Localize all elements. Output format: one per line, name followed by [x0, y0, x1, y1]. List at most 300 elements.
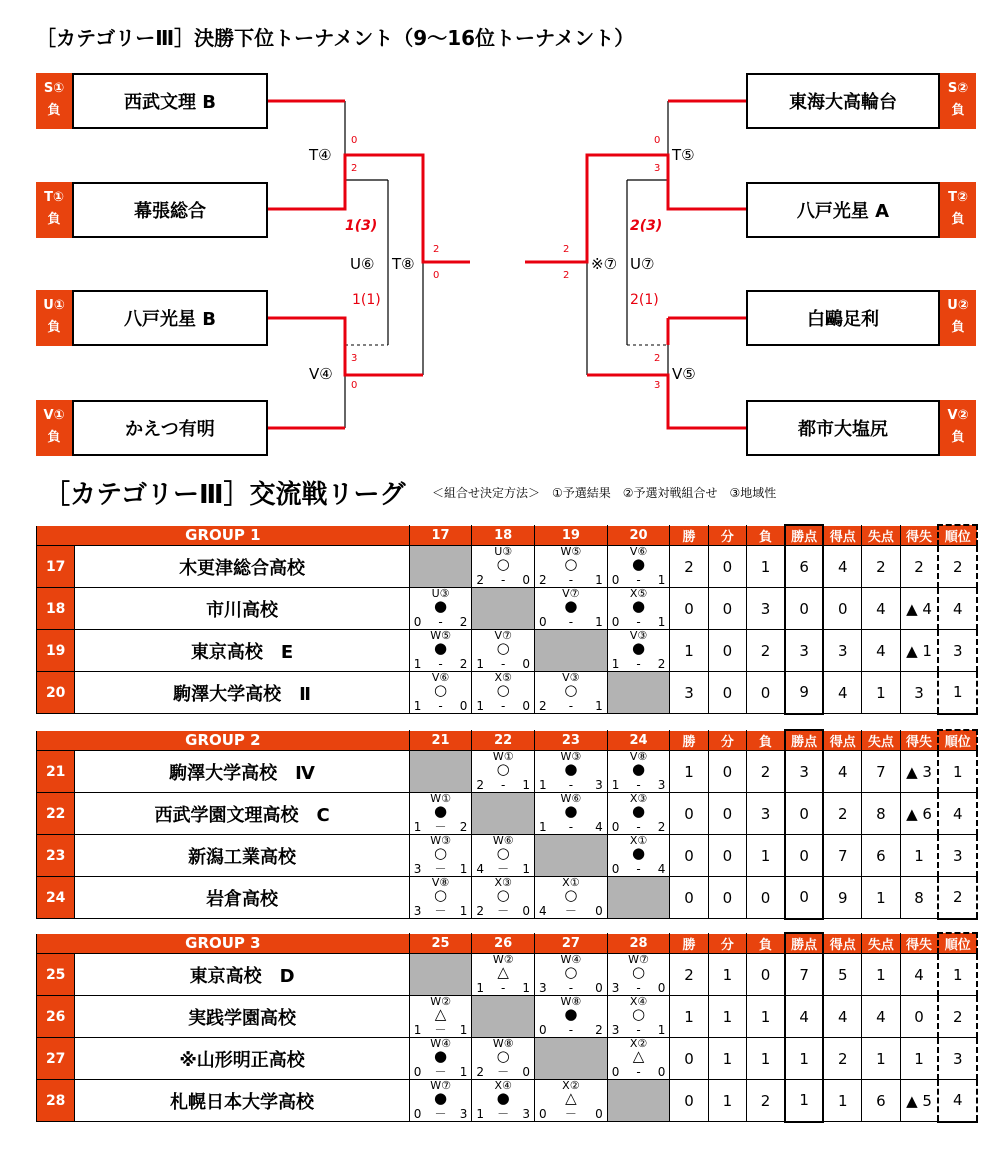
stat-value: 4: [938, 1080, 977, 1122]
stat-value: ▲ 3: [900, 751, 938, 793]
score-left: 2: [476, 778, 485, 792]
stat-value: ▲ 5: [900, 1080, 938, 1122]
match-result-cell: [607, 546, 670, 588]
stat-value: 2: [823, 793, 861, 835]
score-left: 1: [476, 981, 485, 995]
match-code: W⑥: [492, 834, 514, 847]
score-left: 1: [413, 657, 422, 671]
score: 2: [563, 270, 570, 281]
result-mark: ●: [564, 802, 578, 820]
column-header: 18: [472, 525, 535, 546]
match-result-cell: [472, 672, 535, 714]
stat-value: 3: [823, 630, 861, 672]
score-right: 1: [522, 862, 530, 876]
match-result-cell: [607, 630, 670, 672]
stat-header: 分: [708, 730, 746, 751]
match-result-cell: [535, 1080, 608, 1122]
stat-value: 7: [785, 954, 823, 996]
score-right: 0: [595, 981, 603, 995]
stat-value: 1: [900, 835, 938, 877]
stat-value: 1: [747, 546, 785, 588]
league-title: ［カテゴリーⅢ］交流戦リーグ: [44, 480, 406, 510]
self-match-cell: [409, 954, 472, 996]
result-mark: △: [497, 963, 509, 981]
stat-header: 勝: [670, 525, 708, 546]
match-result-cell: [607, 793, 670, 835]
stat-value: 4: [823, 751, 861, 793]
stat-value: 3: [938, 835, 977, 877]
score: 0: [351, 135, 358, 146]
result-mark: ○: [564, 681, 578, 699]
match-mark: U⑥: [350, 255, 375, 273]
stat-value: 1: [670, 751, 708, 793]
column-header: 19: [535, 525, 608, 546]
match-code: V⑥: [431, 671, 450, 684]
result-mark: ○: [564, 555, 578, 573]
result-mark: ○: [496, 886, 510, 904]
match-code: X①: [562, 876, 580, 889]
score-dash: -: [501, 573, 506, 587]
team-number: 19: [37, 630, 75, 672]
score-dash: －: [434, 820, 447, 834]
team-name: 東京高校 D: [75, 954, 409, 996]
pk-score: 1(1): [352, 292, 381, 308]
stat-value: 0: [670, 877, 708, 919]
result-mark: ●: [631, 844, 646, 862]
result-mark: ○: [496, 555, 510, 573]
match-result-cell: [607, 954, 670, 996]
match-code: W⑧: [560, 995, 582, 1008]
group-name: GROUP 3: [37, 933, 410, 954]
table-row: [37, 672, 978, 714]
stat-header: 負: [747, 730, 785, 751]
self-match-cell: [607, 1080, 670, 1122]
table-row: [37, 751, 978, 793]
score: 0: [433, 270, 440, 281]
score-dash: -: [636, 862, 641, 876]
self-match-cell: [535, 835, 608, 877]
stat-value: 8: [900, 877, 938, 919]
match-result-cell: [535, 751, 608, 793]
stat-value: 0: [747, 954, 785, 996]
result-mark: ●: [631, 639, 646, 657]
stat-value: 1: [747, 835, 785, 877]
stat-value: 4: [938, 588, 977, 630]
score-dash: －: [434, 904, 447, 918]
stat-value: 0: [747, 672, 785, 714]
stat-value: 4: [900, 954, 938, 996]
score-dash: -: [636, 573, 641, 587]
result-mark: ●: [434, 639, 448, 657]
score-left: 1: [413, 1023, 422, 1037]
stat-value: 7: [823, 835, 861, 877]
stat-header: 分: [708, 933, 746, 954]
score-dash: -: [438, 699, 443, 713]
group-table: [36, 932, 978, 1123]
match-result-cell: [607, 835, 670, 877]
stat-value: 3: [938, 630, 977, 672]
stat-value: 0: [708, 630, 746, 672]
result-mark: △: [434, 1005, 447, 1023]
match-code: V⑥: [629, 545, 648, 558]
score-left: 0: [611, 615, 620, 629]
match-code: U③: [494, 545, 513, 558]
match-result-cell: [472, 630, 535, 672]
score-right: 2: [657, 820, 666, 834]
stat-value: 0: [708, 793, 746, 835]
score: 2: [433, 244, 440, 255]
score-dash: -: [438, 615, 443, 629]
score: 0: [654, 135, 661, 146]
match-result-cell: [409, 793, 472, 835]
table-row: [37, 1038, 978, 1080]
match-result-cell: [409, 1038, 472, 1080]
team-name: 駒澤大学高校 Ⅳ: [75, 751, 409, 793]
score-right: 2: [595, 1023, 603, 1037]
score-right: 0: [657, 981, 666, 995]
score: 2: [351, 163, 358, 174]
result-mark: ●: [631, 597, 646, 615]
result-mark: ●: [434, 1089, 448, 1107]
match-result-cell: [409, 877, 472, 919]
score-dash: -: [636, 778, 641, 792]
stat-header: 得失: [900, 730, 938, 751]
pk-score: 2(1): [630, 292, 659, 308]
stat-value: 1: [708, 954, 746, 996]
match-result-cell: [607, 751, 670, 793]
table-row: [37, 630, 978, 672]
result-mark: ○: [434, 681, 448, 699]
seed-label: S① 負: [36, 73, 72, 129]
stat-value: 0: [785, 588, 823, 630]
score-left: 2: [539, 573, 547, 587]
stat-value: 3: [670, 672, 708, 714]
score-right: 3: [459, 1107, 468, 1121]
match-mark: V⑤: [672, 365, 696, 383]
score-right: 0: [459, 699, 468, 713]
score-left: 1: [476, 1107, 485, 1121]
stat-value: 2: [747, 630, 785, 672]
score-dash: -: [568, 1023, 574, 1037]
stat-value: 0: [785, 835, 823, 877]
match-code: X③: [494, 876, 512, 889]
stat-value: 3: [747, 793, 785, 835]
match-result-cell: [472, 546, 535, 588]
stat-value: 1: [708, 1080, 746, 1122]
score-right: 1: [595, 615, 603, 629]
match-code: W①: [430, 792, 451, 805]
match-result-cell: [607, 1038, 670, 1080]
score-dash: －: [497, 862, 510, 876]
group-table: [36, 524, 978, 715]
score-right: 0: [522, 573, 530, 587]
stat-value: 2: [823, 1038, 861, 1080]
stat-value: 4: [862, 630, 900, 672]
column-header: 28: [607, 933, 670, 954]
score-left: 0: [539, 1023, 547, 1037]
score-right: 1: [522, 981, 530, 995]
column-header: 23: [535, 730, 608, 751]
result-mark: △: [632, 1047, 645, 1065]
team-box: 西武文理 B: [72, 73, 268, 129]
column-header: 24: [607, 730, 670, 751]
stat-header: 失点: [862, 933, 900, 954]
stat-header: 失点: [862, 730, 900, 751]
team-name: 東京高校 E: [75, 630, 409, 672]
result-mark: ○: [434, 886, 448, 904]
score-right: 3: [595, 778, 603, 792]
score-left: 4: [539, 904, 547, 918]
result-mark: ●: [564, 1005, 578, 1023]
score-left: 2: [476, 573, 485, 587]
score: 2: [563, 244, 570, 255]
seed-label: U② 負: [940, 290, 976, 346]
match-code: X②: [629, 1037, 648, 1050]
match-result-cell: [535, 877, 608, 919]
score: 3: [351, 353, 358, 364]
match-code: X②: [562, 1079, 580, 1092]
stat-header: 負: [747, 933, 785, 954]
match-code: W⑤: [430, 629, 451, 642]
tournament-title: ［カテゴリーⅢ］決勝下位トーナメント（9～16位トーナメント）: [36, 26, 635, 50]
score-dash: -: [568, 699, 574, 713]
group-table: [36, 729, 978, 920]
stat-value: 2: [670, 954, 708, 996]
stat-value: 2: [747, 1080, 785, 1122]
score-dash: -: [501, 778, 506, 792]
stat-value: ▲ 1: [900, 630, 938, 672]
stat-value: ▲ 4: [900, 588, 938, 630]
score-dash: -: [636, 981, 641, 995]
result-mark: ●: [434, 597, 448, 615]
stat-value: 1: [708, 996, 746, 1038]
team-name: 札幌日本大学高校: [75, 1080, 409, 1122]
score-right: 3: [522, 1107, 530, 1121]
match-result-cell: [535, 954, 608, 996]
match-mark: U⑦: [630, 255, 655, 273]
score-right: 0: [522, 657, 530, 671]
stat-value: 6: [785, 546, 823, 588]
score-left: 3: [611, 1023, 620, 1037]
result-mark: ○: [496, 639, 510, 657]
self-match-cell: [409, 751, 472, 793]
team-name: 実践学園高校: [75, 996, 409, 1038]
stat-value: 1: [862, 954, 900, 996]
match-mark: V④: [309, 365, 333, 383]
score: 3: [654, 380, 661, 391]
team-number: 28: [37, 1080, 75, 1122]
stat-value: 2: [747, 751, 785, 793]
match-result-cell: [535, 996, 608, 1038]
self-match-cell: [535, 1038, 608, 1080]
table-row: [37, 877, 978, 919]
selection-note: ＜組合せ決定方法＞ ①予選結果 ②予選対戦組合せ ③地域性: [432, 486, 777, 500]
match-code: W④: [560, 953, 582, 966]
match-result-cell: [535, 546, 608, 588]
stat-value: 0: [785, 793, 823, 835]
table-row: [37, 996, 978, 1038]
match-code: V⑧: [629, 750, 648, 763]
stat-value: 7: [862, 751, 900, 793]
match-result-cell: [472, 835, 535, 877]
stat-value: 1: [823, 1080, 861, 1122]
score-right: 1: [595, 573, 603, 587]
score-left: 0: [611, 573, 620, 587]
score-dash: -: [568, 981, 574, 995]
score-left: 0: [611, 1065, 620, 1079]
stat-header: 勝点: [785, 730, 823, 751]
score-left: 1: [413, 699, 422, 713]
match-code: V⑧: [431, 876, 450, 889]
stat-value: 4: [938, 793, 977, 835]
result-mark: ●: [631, 760, 646, 778]
score-right: 0: [595, 1107, 603, 1121]
match-code: W③: [430, 834, 451, 847]
score-right: 0: [522, 1065, 530, 1079]
self-match-cell: [472, 588, 535, 630]
match-result-cell: [607, 996, 670, 1038]
team-box: 東海大高輪台: [746, 73, 940, 129]
team-number: 22: [37, 793, 75, 835]
score-dash: -: [501, 657, 506, 671]
score-left: 3: [539, 981, 547, 995]
score-right: 1: [459, 862, 468, 876]
stat-value: 0: [708, 835, 746, 877]
result-mark: ○: [434, 844, 448, 862]
match-code: W⑦: [430, 1079, 451, 1092]
result-mark: ○: [496, 844, 510, 862]
stat-value: 1: [938, 954, 977, 996]
stat-header: 得失: [900, 933, 938, 954]
score-dash: -: [636, 1023, 641, 1037]
stat-value: 1: [747, 1038, 785, 1080]
score-right: 0: [595, 904, 603, 918]
stat-value: 1: [708, 1038, 746, 1080]
self-match-cell: [472, 793, 535, 835]
score-left: 0: [539, 1107, 547, 1121]
score-left: 2: [476, 904, 485, 918]
match-result-cell: [409, 672, 472, 714]
stat-value: 4: [862, 588, 900, 630]
score-left: 1: [539, 820, 547, 834]
score-left: 3: [413, 904, 422, 918]
stat-value: 4: [823, 546, 861, 588]
match-code: W⑤: [560, 545, 582, 558]
self-match-cell: [607, 672, 670, 714]
score-dash: -: [568, 820, 574, 834]
match-result-cell: [607, 588, 670, 630]
stat-value: 0: [708, 751, 746, 793]
score-right: 1: [595, 699, 603, 713]
match-mark: T④: [309, 146, 332, 164]
score-right: 3: [657, 778, 666, 792]
match-result-cell: [409, 588, 472, 630]
stat-value: 1: [900, 1038, 938, 1080]
stat-value: 0: [785, 877, 823, 919]
match-code: X⑤: [629, 587, 648, 600]
seed-label: S② 負: [940, 73, 976, 129]
score: 0: [351, 380, 358, 391]
match-mark: T⑤: [672, 146, 695, 164]
match-code: U③: [431, 587, 450, 600]
table-row: [37, 588, 978, 630]
bracket-lines: [0, 0, 1001, 470]
stat-header: 負: [747, 525, 785, 546]
column-header: 26: [472, 933, 535, 954]
stat-value: 0: [670, 1038, 708, 1080]
score-dash: -: [438, 657, 443, 671]
result-mark: ○: [496, 681, 510, 699]
score-left: 1: [611, 778, 620, 792]
team-number: 17: [37, 546, 75, 588]
stat-value: 1: [785, 1080, 823, 1122]
score-dash: －: [434, 1107, 447, 1121]
column-header: 27: [535, 933, 608, 954]
match-mark: ※⑦: [591, 255, 618, 273]
match-code: X③: [629, 792, 648, 805]
match-code: W④: [430, 1037, 451, 1050]
score-dash: -: [636, 657, 641, 671]
match-code: X①: [629, 834, 648, 847]
score-right: 1: [657, 615, 666, 629]
match-code: X⑤: [494, 671, 512, 684]
stat-value: 0: [670, 793, 708, 835]
stat-header: 得点: [823, 525, 861, 546]
score-right: 2: [459, 820, 468, 834]
score-right: 1: [459, 904, 468, 918]
score-dash: -: [568, 573, 574, 587]
team-name: 西武学園文理高校 C: [75, 793, 409, 835]
team-number: 27: [37, 1038, 75, 1080]
column-header: 21: [409, 730, 472, 751]
seed-label: V① 負: [36, 400, 72, 456]
match-result-cell: [409, 996, 472, 1038]
stat-header: 勝: [670, 933, 708, 954]
result-mark: ○: [496, 760, 510, 778]
stat-header: 順位: [938, 525, 977, 546]
match-code: W⑦: [628, 953, 649, 966]
self-match-cell: [472, 996, 535, 1038]
score-dash: －: [497, 1107, 510, 1121]
team-name: 木更津総合高校: [75, 546, 409, 588]
score-right: 0: [522, 699, 530, 713]
team-name: 岩倉高校: [75, 877, 409, 919]
result-mark: ●: [434, 1047, 448, 1065]
score-right: 2: [459, 615, 468, 629]
score-right: 2: [657, 657, 666, 671]
match-code: X④: [494, 1079, 512, 1092]
match-result-cell: [409, 630, 472, 672]
column-header: 25: [409, 933, 472, 954]
result-mark: ●: [631, 555, 646, 573]
match-result-cell: [472, 1080, 535, 1122]
result-mark: ●: [564, 760, 578, 778]
score-dash: －: [564, 1107, 577, 1121]
match-code: W②: [492, 953, 514, 966]
stat-header: 順位: [938, 933, 977, 954]
score-left: 1: [611, 657, 620, 671]
stat-header: 分: [708, 525, 746, 546]
table-row: [37, 546, 978, 588]
score-dash: －: [497, 1065, 510, 1079]
stat-value: 0: [708, 672, 746, 714]
score-left: 1: [476, 657, 485, 671]
result-mark: △: [565, 1089, 577, 1107]
stat-header: 勝: [670, 730, 708, 751]
stat-header: 失点: [862, 525, 900, 546]
team-box: 幕張総合: [72, 182, 268, 238]
column-header: 20: [607, 525, 670, 546]
